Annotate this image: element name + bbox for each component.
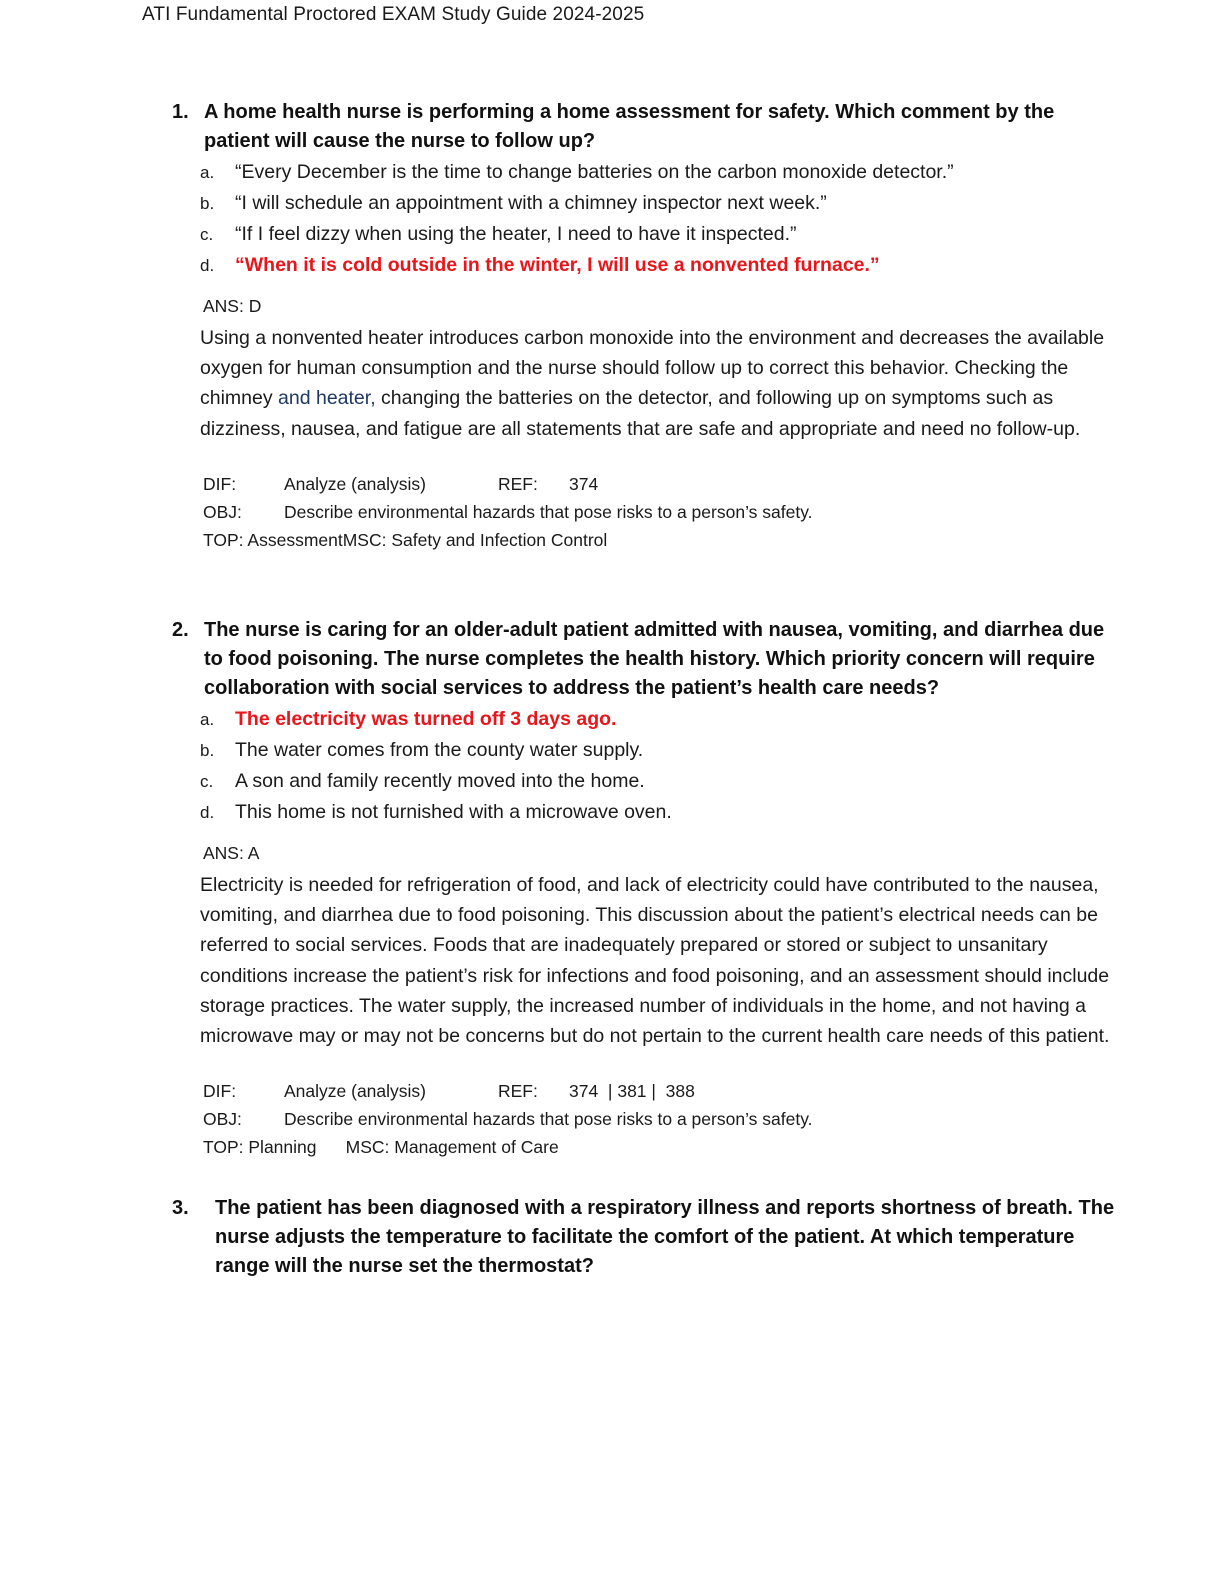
option-list [200,157,1224,281]
obj-label: OBJ: [203,1109,242,1130]
ref-label: REF: [498,1081,538,1102]
obj-label: OBJ: [203,501,242,522]
question-text: The patient has been diagnosed with a respiratory illness and reports shortness of breath. The nurse adjusts the temperature to facilitate the comfort of the patient. At which temperature range will the nurse set the thermostat? [215,1197,1115,1277]
dif-label: DIF: [203,473,237,494]
option-letter: c. [200,772,214,791]
obj-value: Describe environmental hazards that pose risks to a person’s safety. [284,1109,813,1130]
option-b [200,188,1224,219]
option-list [200,704,1224,828]
question-1 [0,98,1224,554]
question-text: The nurse is caring for an older-adult patient admitted with nausea, vomiting, and diarrhea due to food poisoning. The nurse completes the health history. Which priority concern will require collaboration with social services to address the patient’s health care needs? [204,619,1105,699]
ref-label: REF: [498,473,538,494]
option-text: “Every December is the time to change batteries on the carbon monoxide detector.” [235,161,954,183]
meta-obj-row [203,498,1224,526]
option-a [200,157,1224,188]
option-text: “If I feel dizzy when using the heater, I need to have it inspected.” [235,223,797,245]
question-text: A home health nurse is performing a home assessment for safety. Which comment by the patient will cause the nurse to follow up? [204,101,1055,152]
question-stem [0,98,1224,156]
option-letter: d. [200,256,215,275]
question-3 [0,1194,1224,1281]
dif-label: DIF: [203,1081,237,1102]
metadata [200,1077,1224,1161]
rationale-text: changing the batteries on the detector, and following up on symptoms such as dizziness, nausea, and fatigue are all statements that are safe and appropriate and need no follow-up. [200,387,1081,440]
meta-dif-row [203,1077,1224,1105]
option-a-correct [200,704,1224,735]
question-2 [0,616,1224,1161]
option-text: “When it is cold outside in the winter, I will use a nonvented furnace.” [235,254,880,276]
question-number: 3. [172,1197,189,1219]
option-d-correct [200,250,1224,281]
rationale: Electricity is needed for refrigeration of food, and lack of electricity could have contributed to the nausea, vomiting, and diarrhea due to food poisoning. This discussion about the patient’s electrical needs can be referred to social services. Foods that are inadequately prepared or stored or subject to unsanitary conditions increase the patient’s risk for infections and food poisoning, and an assessment should include storage practices. The water supply, the increased number of individuals in the home, and not having a microwave may or may not be concerns but do not pertain to the current health care needs of this patient. [200,874,1110,1048]
option-c [200,766,1224,797]
option-b [200,735,1224,766]
option-c [200,219,1224,250]
question-number: 2. [172,619,189,641]
meta-top-row [203,526,1224,554]
option-letter: d. [200,803,215,822]
option-text: A son and family recently moved into the home. [235,770,645,792]
option-text: “I will schedule an appointment with a chimney inspector next week.” [235,192,827,214]
dif-value: Analyze (analysis) [284,1081,426,1102]
option-letter: b. [200,741,215,760]
answer-key: ANS: A [203,843,260,863]
option-text: This home is not furnished with a microwave oven. [235,801,672,823]
ref-value: 374 [569,473,599,494]
option-letter: a. [200,163,215,182]
ref-value: 374 | 381 | 388 [569,1081,695,1102]
page-header: ATI Fundamental Proctored EXAM Study Guide 2024-2025 [142,4,645,25]
metadata [200,470,1224,554]
option-text: The water comes from the county water supply. [235,739,644,761]
obj-value: Describe environmental hazards that pose risks to a person’s safety. [284,501,813,522]
option-letter: b. [200,194,215,213]
rationale-text: Using a nonvented heater introduces carbon monoxide into the environment and decreases the available oxygen for human consumption and the nurse should follow up to correct this behavior. Checking the chimney [200,327,1105,410]
meta-obj-row [203,1105,1224,1133]
option-letter: a. [200,710,215,729]
option-text: The electricity was turned off 3 days ago. [235,708,617,730]
question-stem [0,1194,1224,1281]
meta-dif-row [203,470,1224,498]
dif-value: Analyze (analysis) [284,473,426,494]
option-d [200,797,1224,828]
option-letter: c. [200,225,214,244]
question-number: 1. [172,101,189,123]
question-stem [0,616,1224,703]
top-msc-line: TOP: Planning MSC: Management of Care [203,1137,559,1158]
top-msc-line: TOP: AssessmentMSC: Safety and Infection Control [203,529,608,550]
answer-key: ANS: D [203,296,262,316]
rationale [200,323,1110,444]
rationale-highlight: and heater, [278,387,376,410]
meta-top-row [203,1133,1224,1161]
